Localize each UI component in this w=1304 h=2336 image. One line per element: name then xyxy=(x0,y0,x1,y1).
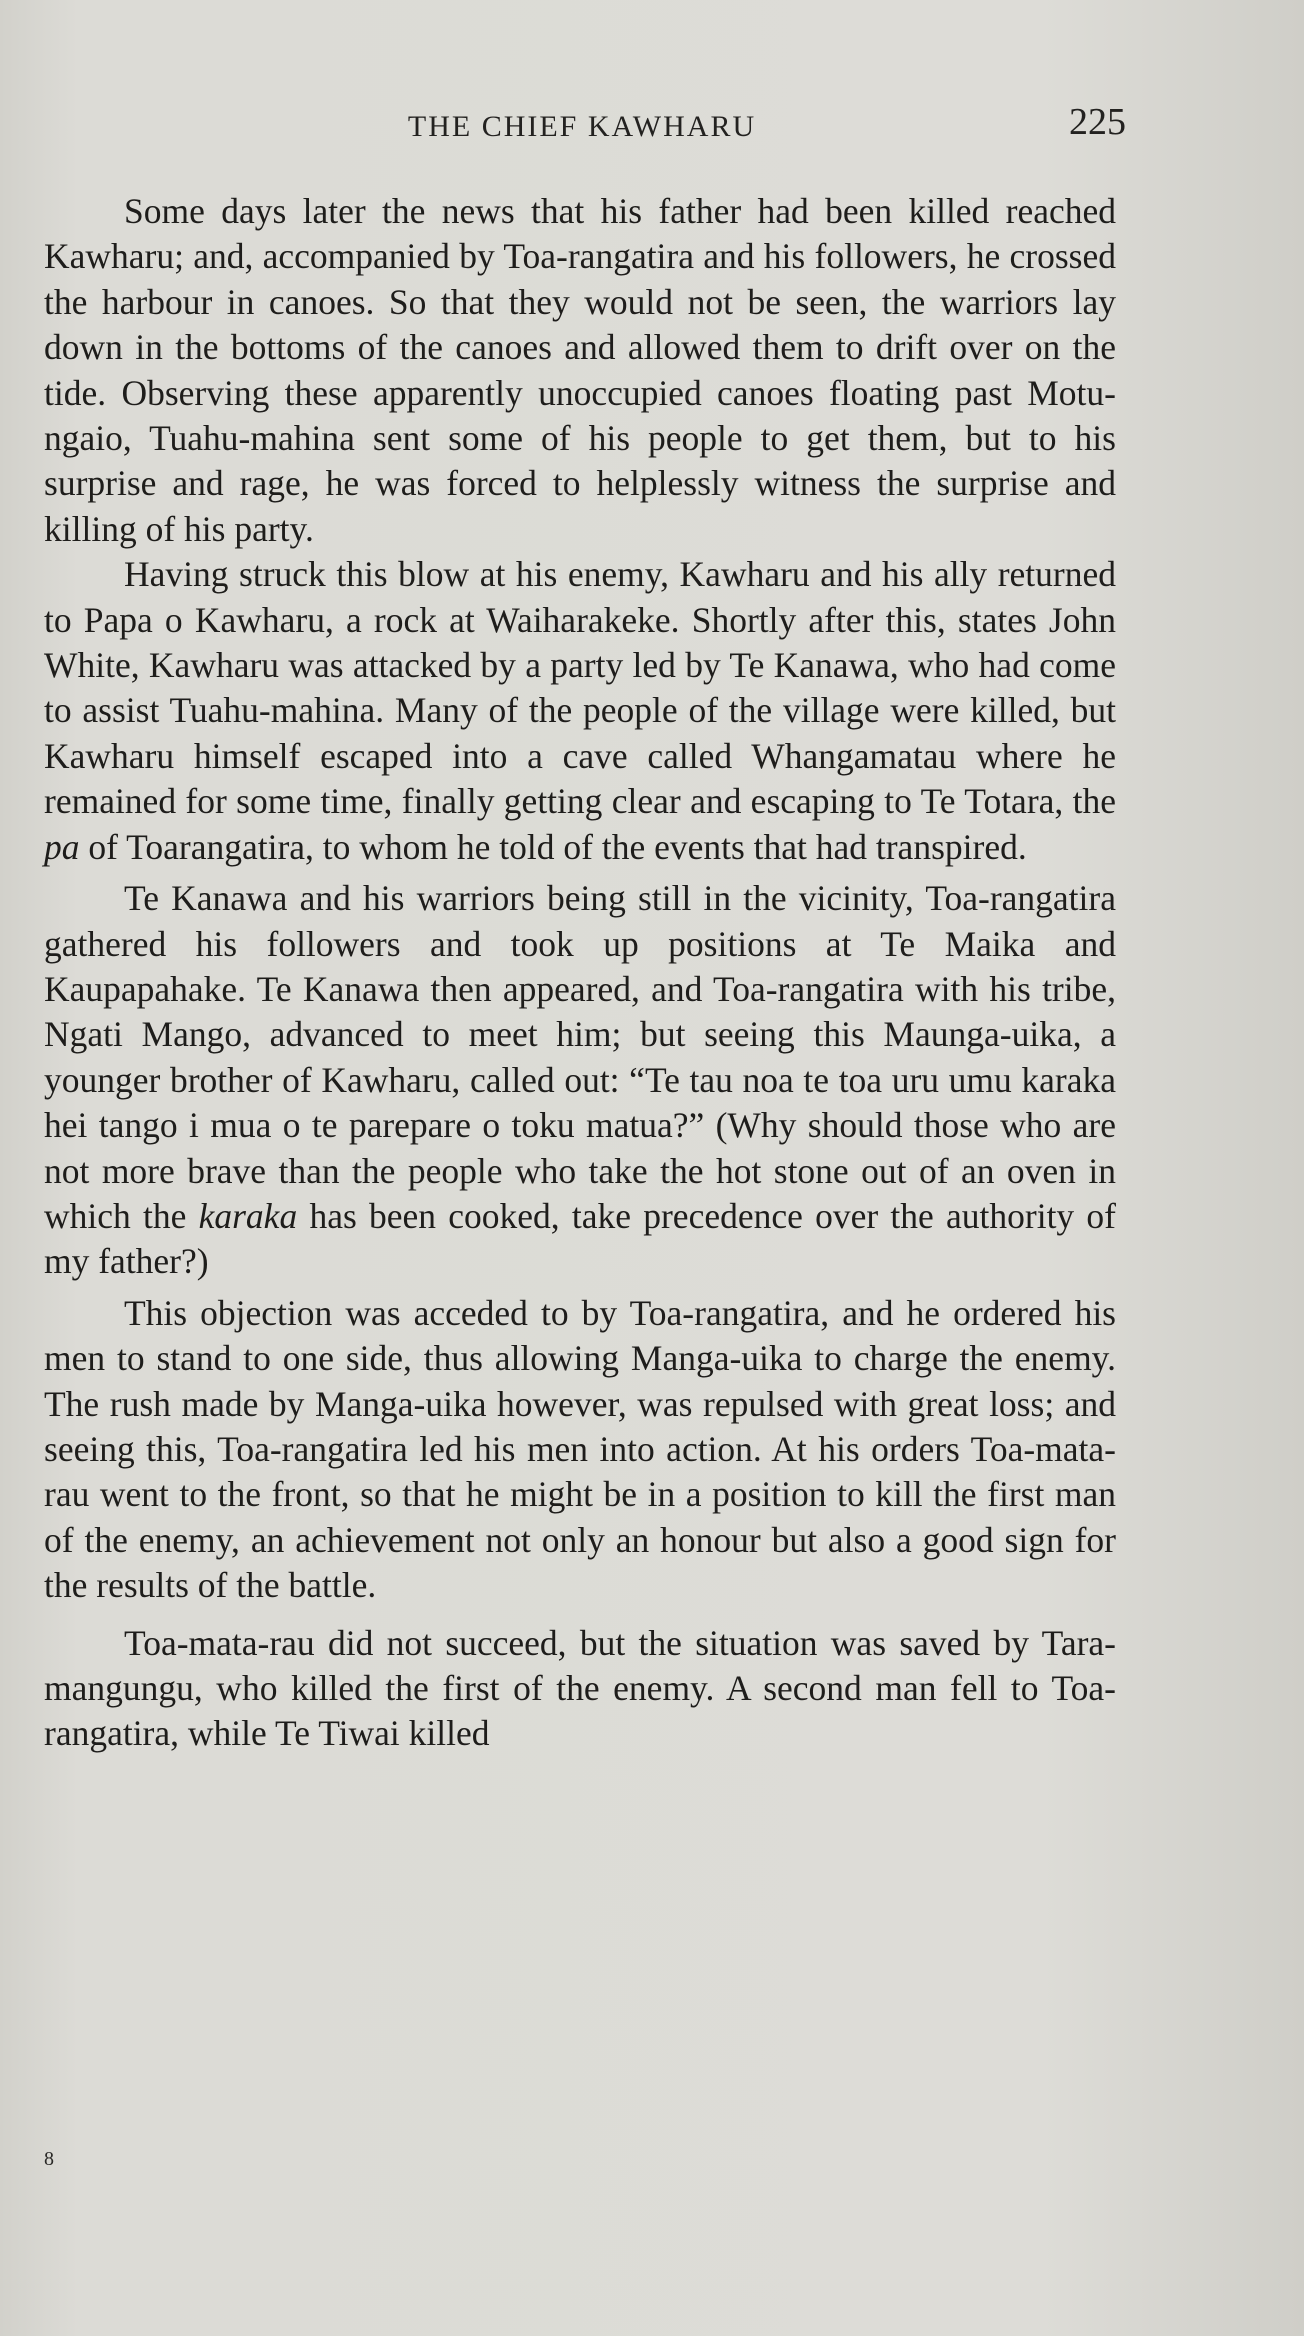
paragraph-text: Having struck this blow at his enemy, Kawharu and his ally returned to Papa o Kawharu, a rock at Waiharakeke. Shortly after this, states John White, Kawharu was attacked by a party led by Te Kanawa, who had come to assist Tuahu-mahina. Many of the people of the village were killed, but Kawharu himself escaped into a cave called Whangamatau where he remained for some time, finally getting clear and escaping to Te Totara, the xyxy=(44,554,1116,822)
paragraph xyxy=(44,189,1116,552)
paragraph xyxy=(44,552,1116,870)
running-head xyxy=(44,100,1126,150)
italic-term: karaka xyxy=(198,1195,298,1236)
page-number: 225 xyxy=(1069,101,1126,143)
paragraph-text: This objection was acceded to by Toa-rangatira, and he ordered his men to stand to one side, thus allowing Manga-uika to charge the enemy. The rush made by Manga-uika however, was repulsed with great loss; and seeing this, Toa-rangatira led his men into action. At his orders Toa-mata-rau went to the front, so that he might be in a position to kill the first man of the enemy, an achievement not only an honour but also a good sign for the results of the battle. xyxy=(44,1292,1116,1606)
signature-mark: 8 xyxy=(44,2148,54,2170)
paragraph-text: has been cooked, take precedence over the authority of my father?) xyxy=(44,1195,1116,1282)
paragraph xyxy=(44,876,1116,1285)
paragraph-text: of Toarangatira, to whom he told of the events that had transpired. xyxy=(79,826,1027,867)
running-title: THE CHIEF KAWHARU xyxy=(407,110,757,143)
paragraph-text: Te Kanawa and his warriors being still in the vicinity, Toa-rangatira gathered his followers and took up positions at Te Maika and Kaupapahake. Te Kanawa then appeared, and Toa-rangatira with his tribe, Ngati Mango, advanced to meet him; but seeing this Maunga-uika, a younger brother of Kawharu, called out: “Te tau noa te toa uru umu karaka hei tango i mua o te parepare o toku matua?” (Why should those who are not more brave than the people who take the hot stone out of an oven in which the xyxy=(44,878,1116,1236)
paragraph-text: Some days later the news that his father had been killed reached Kawharu; and, accompanied by Toa-rangatira and his followers, he crossed the harbour in canoes. So that they would not be seen, the warriors lay down in the bottoms of the canoes and allowed them to drift over on the tide. Observing these apparently unoccupied canoes floating past Motu-ngaio, Tuahu-mahina sent some of his people to get them, but to his surprise and rage, he was forced to helplessly witness the surprise and killing of his party. xyxy=(44,191,1116,549)
paragraph xyxy=(44,1291,1116,1609)
paragraph-text: Toa-mata-rau did not succeed, but the situation was saved by Tara-mangungu, who killed the first of the enemy. A second man fell to Toa-rangatira, while Te Tiwai killed xyxy=(44,1622,1116,1754)
italic-term: pa xyxy=(44,826,80,867)
paragraph xyxy=(44,1621,1116,1757)
body-text xyxy=(44,189,1116,1757)
